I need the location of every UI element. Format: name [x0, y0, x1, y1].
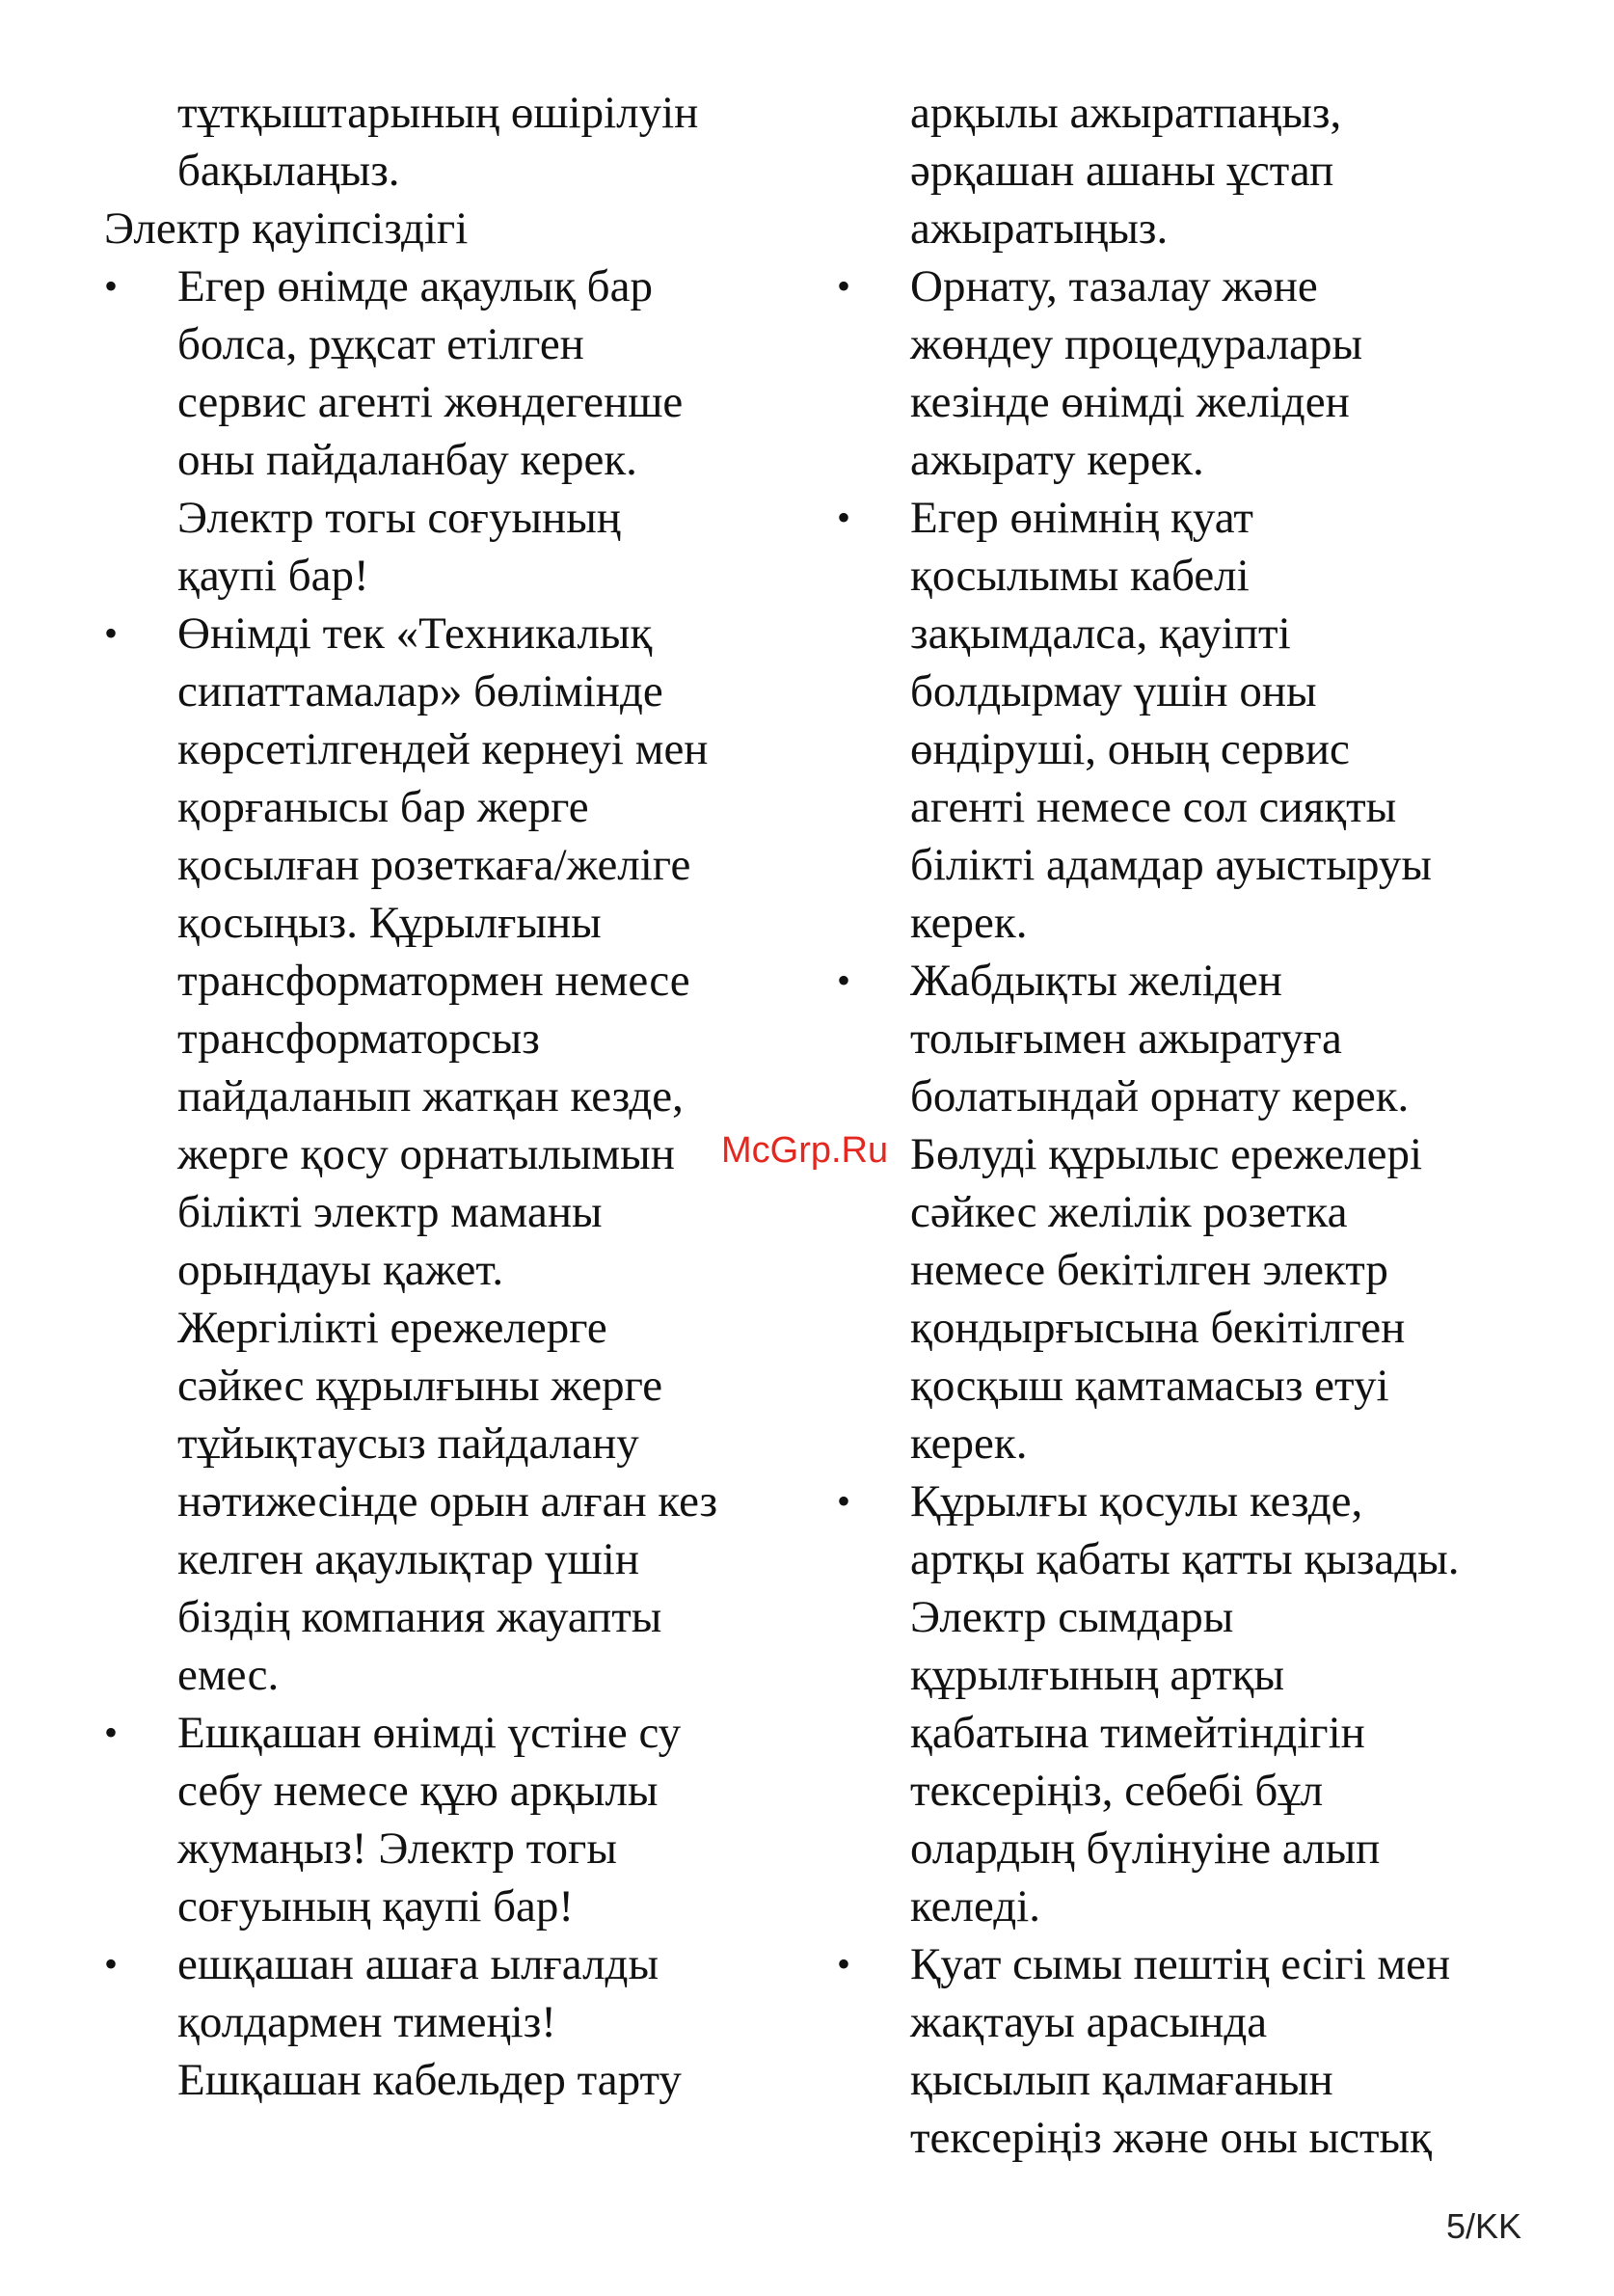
bullet-text-line: оны пайдаланбау керек.	[177, 435, 637, 485]
bullet-marker: •	[104, 1711, 119, 1754]
bullet-text-line: немесе бекітілген электр	[910, 1245, 1388, 1295]
page-number: 5/KK	[1446, 2206, 1522, 2246]
bullet-text-line: болдырмау үшін оны	[910, 666, 1317, 716]
bullet-text-line: Бөлуді құрылыс ережелері	[910, 1129, 1423, 1179]
bullet-marker: •	[837, 264, 851, 308]
bullet-text-line: Қуат сымы пештің есігі мен	[910, 1939, 1451, 1989]
bullet-text-line: қорғанысы бар жерге	[177, 782, 589, 832]
bullet-text-line: біздің компания жауапты	[177, 1592, 662, 1642]
bullet-text-line: қосылымы кабелі	[910, 551, 1250, 601]
bullet-text-line: қаупі бар!	[177, 551, 369, 601]
bullet-text-line: қосқыш қамтамасыз етуі	[910, 1361, 1389, 1411]
bullet-text-line: өндіруші, оның сервис	[910, 724, 1350, 774]
bullet-text-line: олардың бүлінуіне алып	[910, 1823, 1381, 1874]
intro-text-line: арқылы ажыратпаңыз,	[910, 88, 1342, 138]
bullet-text-line: Егер өнімде ақаулық бар	[177, 261, 653, 311]
bullet-text-line: артқы қабаты қатты қызады.	[910, 1534, 1460, 1584]
bullet-text-line: тексеріңіз, себебі бұл	[910, 1766, 1324, 1816]
bullet-text-line: қысылып қалмағанын	[910, 2055, 1333, 2105]
bullet-text-line: емес.	[177, 1650, 280, 1700]
watermark: McGrp.Ru	[721, 1130, 889, 1171]
bullet-text-line: трансформатормен немесе	[177, 956, 690, 1006]
bullet-text-line: Құрылғы қосулы кезде,	[910, 1476, 1363, 1526]
bullet-text-line: керек.	[910, 1418, 1028, 1469]
bullet-text-line: пайдаланып жатқан кезде,	[177, 1071, 684, 1121]
bullet-text-line: Ешқашан кабельдер тарту	[177, 2055, 682, 2105]
bullet-text-line: Жабдықты желіден	[910, 956, 1282, 1006]
bullet-text-line: тексеріңіз және оны ыстық	[910, 2113, 1432, 2163]
bullet-text-line: қолдармен тимеңіз!	[177, 1997, 556, 2047]
bullet-text-line: көрсетілгендей кернеуі мен	[177, 724, 709, 774]
bullet-text-line: қосылған розеткаға/желіге	[177, 840, 691, 890]
bullet-text-line: кезінде өнімді желіден	[910, 377, 1350, 427]
bullet-text-line: тұйықтаусыз пайдалану	[177, 1418, 639, 1469]
bullet-marker: •	[837, 1942, 851, 1985]
bullet-text-line: қондырғысына бекітілген	[910, 1303, 1406, 1353]
bullet-text-line: білікті электр маманы	[177, 1187, 603, 1237]
intro-text-line: тұтқыштарының өшірілуін	[177, 88, 699, 138]
bullet-text-line: Ешқашан өнімді үстіне су	[177, 1708, 682, 1758]
bullet-marker: •	[837, 959, 851, 1002]
bullet-text-line: Электр тогы соғуының	[177, 493, 621, 543]
bullet-text-line: қабатына тимейтіндігін	[910, 1708, 1365, 1758]
section-heading: Электр қауіпсіздігі	[104, 203, 469, 254]
bullet-text-line: трансформаторсыз	[177, 1013, 540, 1064]
bullet-marker: •	[837, 496, 851, 539]
bullet-text-line: Жергілікті ережелерге	[177, 1303, 607, 1353]
bullet-text-line: себу немесе құю арқылы	[177, 1766, 659, 1816]
bullet-text-line: келген ақаулықтар үшін	[177, 1534, 639, 1584]
intro-text-line: ажыратыңыз.	[910, 203, 1169, 254]
bullet-text-line: Электр сымдары	[910, 1592, 1234, 1642]
bullet-text-line: Орнату, тазалау және	[910, 261, 1318, 311]
bullet-text-line: жөндеу процедуралары	[910, 319, 1363, 369]
bullet-text-line: жерге қосу орнатылымын	[177, 1129, 675, 1179]
bullet-text-line: орындауы қажет.	[177, 1245, 504, 1295]
bullet-text-line: болатындай орнату керек.	[910, 1071, 1410, 1121]
bullet-text-line: жақтауы арасында	[910, 1997, 1268, 2047]
bullet-text-line: зақымдалса, қауіпті	[910, 608, 1291, 659]
intro-text-line: бақылаңыз.	[177, 146, 400, 196]
bullet-text-line: келеді.	[910, 1881, 1040, 1931]
intro-text-line: әрқашан ашаны ұстап	[910, 146, 1334, 196]
bullet-text-line: керек.	[910, 898, 1028, 948]
bullet-text-line: толығымен ажыратуға	[910, 1013, 1342, 1064]
bullet-text-line: жумаңыз! Электр тогы	[177, 1823, 617, 1874]
bullet-text-line: Егер өнімнің қуат	[910, 493, 1253, 543]
bullet-marker: •	[104, 264, 119, 308]
bullet-marker: •	[837, 1479, 851, 1523]
bullet-marker: •	[104, 1942, 119, 1985]
bullet-text-line: сәйкес құрылғыны жерге	[177, 1361, 663, 1411]
bullet-text-line: ажырату керек.	[910, 435, 1204, 485]
bullet-text-line: агенті немесе сол сияқты	[910, 782, 1397, 832]
bullet-marker: •	[104, 611, 119, 655]
bullet-text-line: сәйкес желілік розетка	[910, 1187, 1348, 1237]
bullet-text-line: сипаттамалар» бөлімінде	[177, 666, 663, 716]
bullet-text-line: қосыңыз. Құрылғыны	[177, 898, 602, 948]
bullet-text-line: құрылғының артқы	[910, 1650, 1285, 1700]
bullet-text-line: нәтижесінде орын алған кез	[177, 1476, 718, 1526]
bullet-text-line: болса, рұқсат етілген	[177, 319, 584, 369]
bullet-text-line: білікті адамдар ауыстыруы	[910, 840, 1432, 890]
bullet-text-line: сервис агенті жөндегенше	[177, 377, 684, 427]
bullet-text-line: соғуының қаупі бар!	[177, 1881, 575, 1931]
bullet-text-line: Өнімді тек «Техникалық	[177, 608, 653, 659]
bullet-text-line: ешқашан ашаға ылғалды	[177, 1939, 659, 1989]
